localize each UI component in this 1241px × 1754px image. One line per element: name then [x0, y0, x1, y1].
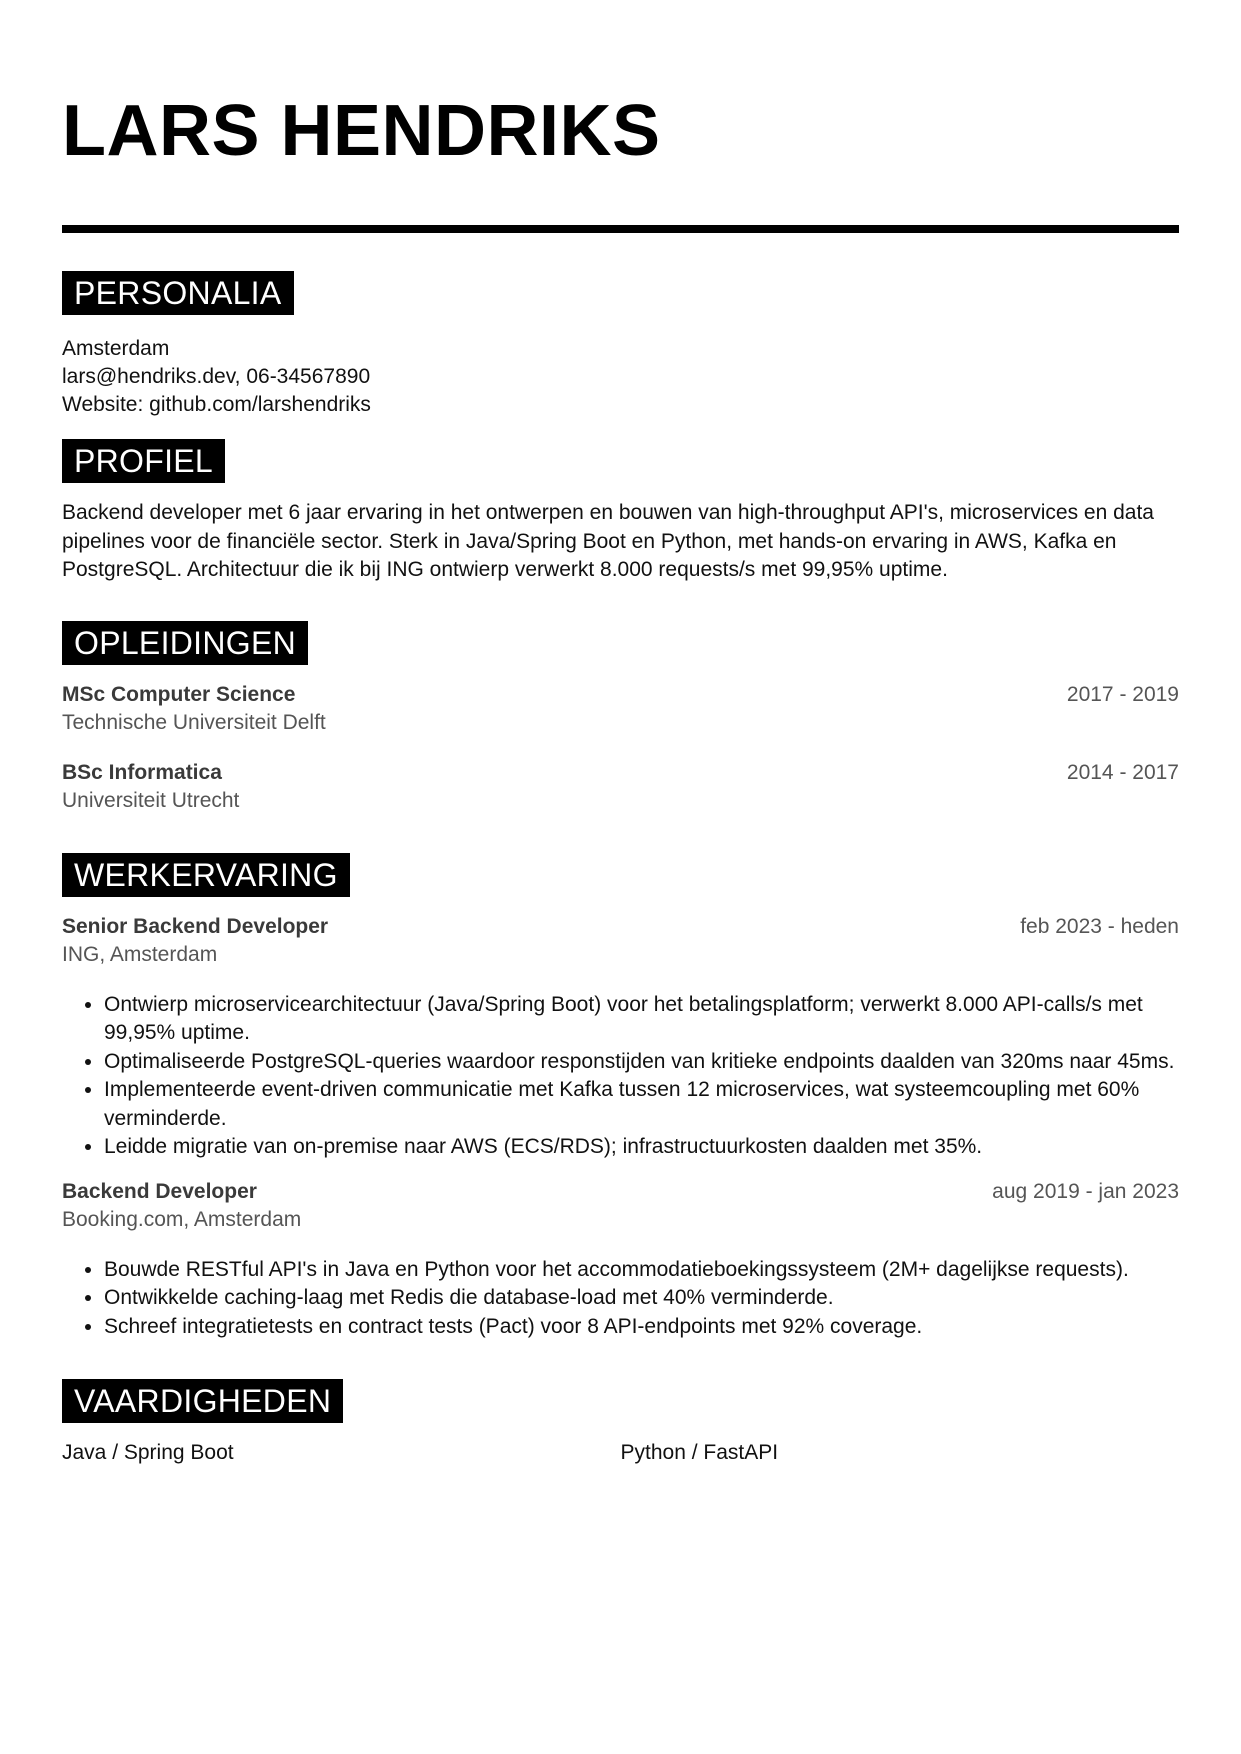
achievement-item: • Implementeerde event-driven communicatie met Kafka tussen 12 microservices, wat systeemcoupling met 60% verminderde. — [104, 1076, 1179, 1133]
education-entry — [62, 759, 1179, 815]
job-dates: aug 2019 - jan 2023 — [992, 1179, 1179, 1203]
website: Website: github.com/larshendriks — [62, 393, 371, 416]
job-achievements — [62, 991, 1179, 1162]
education-entry — [62, 681, 1179, 737]
profile-summary: Backend developer met 6 jaar ervaring in het ontwerpen en bouwen van high-throughput API's, microservices en data pipelines voor de financiële sector. Sterk in Java/Spring Boot en Python, met hands-on ervaring in AWS, Kafka en PostgreSQL. Architectuur die ik bij ING ontwierp verwerkt 8.000 requests/s met 99,95% uptime. — [62, 501, 1154, 581]
degree-title: BSc Informatica — [62, 760, 222, 784]
skill-item: Java / Spring Boot — [62, 1441, 234, 1464]
skills-grid — [62, 1439, 1179, 1467]
education-dates: 2014 - 2017 — [1066, 760, 1179, 784]
werkervaring-section — [62, 853, 1179, 1342]
achievement-item: • Ontwikkelde caching-laag met Redis die database-load met 40% verminderde. — [104, 1284, 1179, 1313]
job-achievements — [62, 1256, 1179, 1342]
achievement-item: • Optimaliseerde PostgreSQL-queries waardoor responstijden van kritieke endpoints daalden van 320ms naar 45ms. — [104, 1048, 1179, 1077]
achievement-item: • Schreef integratietests en contract tests (Pact) voor 8 API-endpoints met 92% coverage. — [104, 1313, 1179, 1342]
profiel-heading: PROFIEL — [62, 439, 225, 483]
personalia-section — [62, 271, 1179, 419]
skill-item: Python / FastAPI — [620, 1441, 779, 1464]
contact-info: lars@hendriks.dev, 06-34567890 — [62, 365, 371, 388]
werkervaring-heading: WERKERVARING — [62, 853, 350, 897]
job-entry — [62, 913, 1179, 1162]
job-title: Backend Developer — [62, 1179, 257, 1203]
company: Booking.com, Amsterdam — [62, 1207, 302, 1231]
candidate-name: LARS HENDRIKS — [62, 91, 661, 171]
profiel-section — [62, 439, 1179, 585]
personalia-heading: PERSONALIA — [62, 271, 294, 315]
achievement-item: • Leidde migratie van on-premise naar AWS (ECS/RDS); infrastructuurkosten daalden met 35%. — [104, 1133, 1179, 1162]
institution: Universiteit Utrecht — [62, 788, 240, 812]
opleidingen-heading: OPLEIDINGEN — [62, 621, 308, 665]
job-entry — [62, 1178, 1179, 1342]
personalia-details — [62, 335, 1179, 419]
opleidingen-section — [62, 621, 1179, 815]
job-dates: feb 2023 - heden — [1020, 914, 1179, 938]
job-title: Senior Backend Developer — [62, 914, 329, 938]
vaardigheden-section — [62, 1379, 1179, 1467]
header-divider — [62, 225, 1179, 233]
institution: Technische Universiteit Delft — [62, 710, 326, 734]
education-dates: 2017 - 2019 — [1066, 682, 1179, 706]
location: Amsterdam — [62, 337, 170, 360]
achievement-item: • Bouwde RESTful API's in Java en Python voor het accommodatieboekingssysteem (2M+ dagelijkse requests). — [104, 1256, 1179, 1285]
company: ING, Amsterdam — [62, 942, 218, 966]
vaardigheden-heading: VAARDIGHEDEN — [62, 1379, 343, 1423]
degree-title: MSc Computer Science — [62, 682, 296, 706]
achievement-item: • Ontwierp microservicearchitectuur (Java/Spring Boot) voor het betalingsplatform; verwerkt 8.000 API-calls/s met 99,95% uptime. — [104, 991, 1179, 1048]
